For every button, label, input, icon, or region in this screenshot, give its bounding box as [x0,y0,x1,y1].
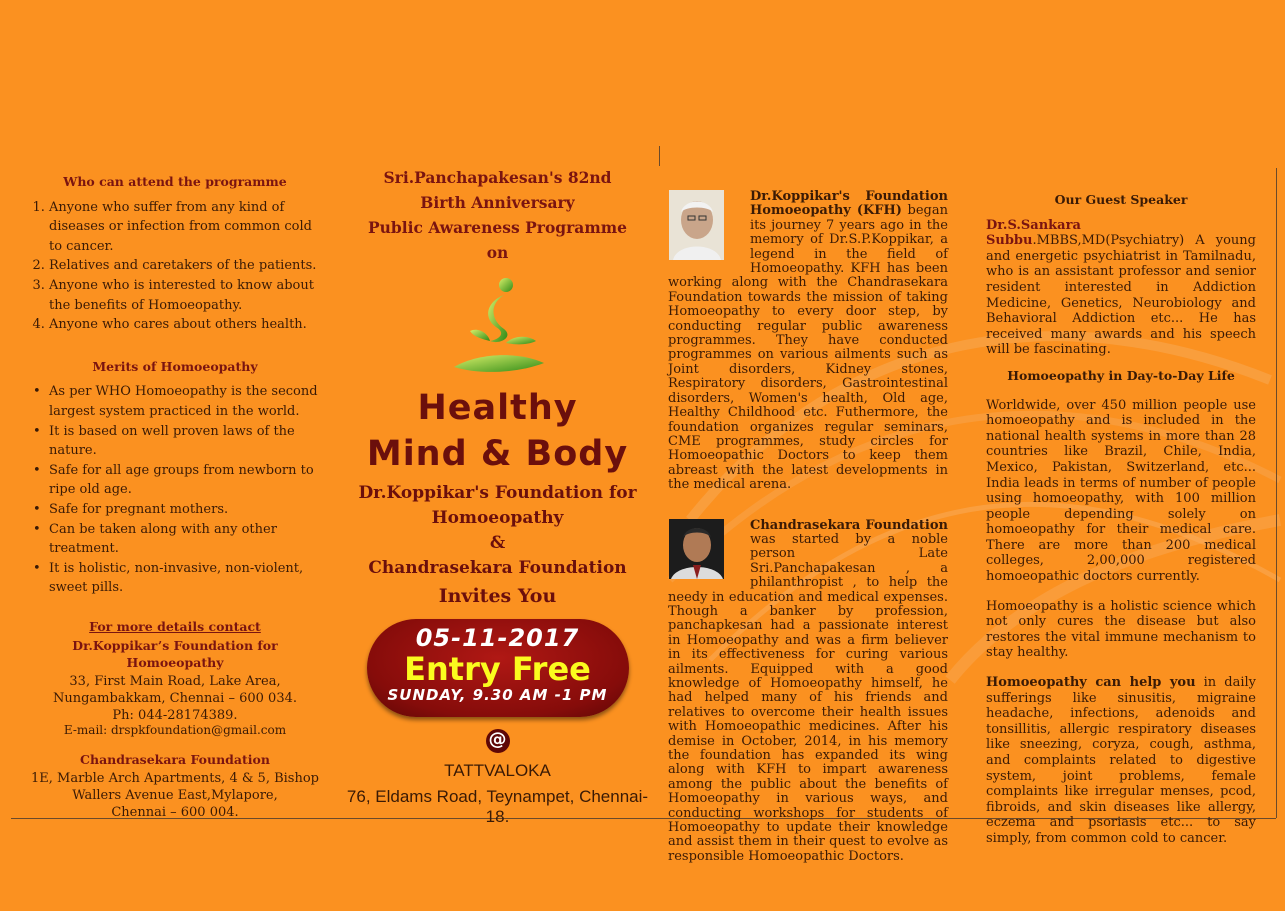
anniversary-line: Sri.Panchapakesan's 82nd [383,168,612,187]
ampersand: & [489,533,506,553]
event-time: SUNDAY, 9.30 AM -1 PM [387,686,608,704]
list-item: 1. Anyone who suffer from any kind of diseases or infection from common cold to cancer. [49,198,325,257]
org2-address-line: 1E, Marble Arch Apartments, 4 & 5, Bishop [31,770,319,786]
merits-list [25,382,325,598]
list-item: • It is based on well proven laws of the nature. [33,422,325,461]
list-item: 4. Anyone who cares about others health. [49,315,325,335]
anniversary-line: Public Awareness Programme [367,218,628,237]
anniversary-line: Birth Anniversary [420,193,575,212]
meditation-figure-icon [448,271,548,381]
org-line: Homoeopathy [431,508,564,528]
left-panel [25,172,325,821]
guest-description [986,218,1256,358]
contact-title: For more details contact [89,618,261,634]
list-item: • As per WHO Homoeopathy is the second largest system practiced in the world. [33,382,325,421]
list-item: 2. Relatives and caretakers of the patients. [49,256,325,276]
org1-email: E-mail: drspkfoundation@gmail.com [63,722,287,737]
list-item: • Safe for pregnant mothers. [33,500,325,520]
org-line: Dr.Koppikar's Foundation for [358,483,637,503]
event-date: 05-11-2017 [415,624,580,652]
org1-phone: Ph: 044-28174389. [112,707,238,723]
cf-lead: Chandrasekara Foundation [750,517,948,533]
contact-section [25,618,325,821]
entry-free: Entry Free [404,650,591,688]
event-badge [367,619,629,717]
list-item: • It is holistic, non-invasive, non-violent, sweet pills. [33,559,325,598]
panel-divider-right [1276,168,1277,818]
foundations-panel [668,190,948,864]
cf-text: was started by a noble person Late Sri.Panchapakesan , a philanthropist , to help the needy in education and medical expenses. Though a banker by profession, panchapkesan had a passionate interest in Homoeopathy and was a firm believer in its effectiveness for curing various ailments. Equipped with a good knowledge of Homoeopathy himself, he had helped many of his friends and relatives to overcome their health issues with Homoeopathic medicines. After his demise in October, 2014, in his memory the foundation has expanded its wing along with KFH to impart awareness among the public about the benefits of Homoeopathy in various ways, and conducting workshops for students of Homoeopathy to update their knowledge and assist them in their quest to evolve as responsible Homoeopathic Doctors. [668,531,948,864]
middle-panel [345,165,650,827]
daily-para-1: Worldwide, over 450 million people use homoeopathy and is included in the national health systems in more than 28 countries like Brazil, Chile, India, Mexico, Pakistan, Switzerland, etc... India leads in terms of number of people using homoeopathy, with 100 million people depending solely on homoeopathy for their medical care. There are more than 200 medical colleges, 2,00,000 registered homoeopathic doctors currently. [986,397,1256,585]
org1-address-line: Nungambakkam, Chennai – 600 034. [52,690,297,706]
list-item: 3. Anyone who is interested to know about the benefits of Homoeopathy. [49,276,325,315]
merits-section [25,357,325,598]
title-healthy: Healthy [417,388,578,428]
org1-name: Dr.Koppikar’s Foundation for Homoeopathy [72,637,278,670]
panchapakesan-photo [669,519,724,579]
org2-address-line: Wallers Avenue East,Mylapore, [72,787,278,803]
guest-title: Our Guest Speaker [1054,192,1188,207]
org1-address-line: 33, First Main Road, Lake Area, [69,673,281,689]
venue-name: TATTVALOKA [444,761,551,780]
anniversary-line: on [486,243,509,262]
org2-address-line: Chennai – 600 004. [111,804,239,820]
daily-title: Homoeopathy in Day-to-Day Life [1007,367,1235,383]
kfh-block [668,190,948,493]
venue-address: 76, Eldams Road, Teynampet, Chennai-18. [346,787,649,826]
invites-text: Invites You [438,585,557,607]
who-title: Who can attend the programme [63,174,287,189]
para3-lead: Homoeopathy can help you [986,675,1196,691]
title-mind-body: Mind & Body [366,434,629,474]
kfh-lead: Dr.Koppikar's Foundation Homoeopathy (KFH) [750,189,948,219]
kfh-text: began its journey 7 years ago in the memory of Dr.S.P.Koppikar, a legend in the field of Homoeopathy. KFH has been working along with the Chandrasekara Foundation towards the mission of taking Homoeopathy to every door step, by conducting regular public awareness programmes. They have conducted programmes on various ailments such as Joint disorders, Kidney stones, Respiratory disorders, Gastrointestinal disorders, Women's health, Old age, Healthy Childhood etc. Futhermore, the foundation organizes regular seminars, CME programmes, study circles for Homoeopathic Doctors to keep them abreast with the latest developments in the medical arena. [668,203,949,493]
daily-para-2: Homoeopathy is a holistic science which not only cures the disease but also restores the vital immune mechanism to stay healthy. [986,598,1256,661]
daily-para-3 [986,675,1256,847]
koppikar-photo [669,190,724,260]
list-item: • Can be taken along with any other treatment. [33,520,325,559]
at-icon: @ [486,729,510,753]
para3-text: in daily sufferings like sinusitis, migraine headache, infections, adenoids and tonsillitis, allergic respiratory diseases like sneezing, coryza, cough, asthma, and complaints related to digestive system, joint problems, female complaints like irregular menses, pcod, fibroids, and skin diseases like allergy, eczema and psoriasis etc... to say simply, from common cold to cancer. [986,675,1257,846]
speaker-panel [986,192,1256,861]
guest-name: Dr.S.Sankara Subbu [986,217,1081,249]
who-list [25,198,325,335]
cf-block [668,507,948,865]
panel-divider-mid [659,146,660,166]
org-line: Chandrasekara Foundation [368,558,627,578]
org2-name: Chandrasekara Foundation [80,751,270,767]
guest-text: .MBBS,MD(Psychiatry) A young and energetic psychiatrist in Tamilnadu, who is an assistant professor and senior resident interested in Addiction Medicine, Genetics, Neurobiology and Behavioral Addiction etc... He has received many awards and his speech will be fascinating. [986,233,1256,358]
list-item: • Safe for all age groups from newborn to ripe old age. [33,461,325,500]
merits-title: Merits of Homoeopathy [92,358,258,374]
